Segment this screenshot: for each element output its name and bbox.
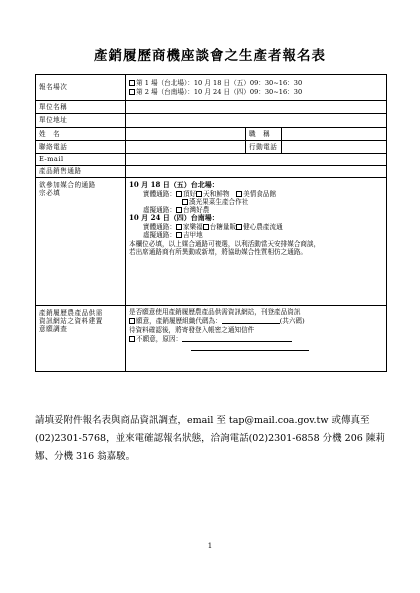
survey-no-label: 不願意，原因： [136, 335, 183, 343]
reason-input-2[interactable] [191, 344, 309, 351]
tp-v1-label: 台灣好農 [182, 206, 210, 215]
session-1-label: 第 1 場（台北場）：10 月 18 日（五）09：30~16：30 [136, 79, 303, 88]
tn-opt3-checkbox[interactable] [236, 224, 242, 230]
tainan-virtual-row [129, 231, 383, 239]
tn-v1-label: 吉甲地 [182, 231, 203, 240]
channel-options [126, 178, 387, 306]
mobile-label: 行動電話 [246, 141, 282, 154]
phone-field[interactable] [126, 141, 246, 154]
virtual-label: 虛擬通路： [143, 206, 176, 215]
tp-opt3-checkbox[interactable] [236, 191, 242, 197]
survey-yes-row [129, 317, 383, 326]
form-title: 產銷履歷商機座談會之生產者報名表 [94, 48, 326, 64]
org-code-input[interactable] [222, 317, 280, 324]
channel-note-2: 若出席通路商有所異動或新增，將協助媒合性質相仿之通路。 [129, 247, 308, 256]
mobile-field[interactable] [282, 141, 387, 154]
page-number: 1 [207, 542, 213, 550]
tp-opt3-label: 美情食品館 [243, 189, 277, 198]
survey-yes-checkbox[interactable] [129, 318, 135, 324]
tainan-header: 10 月 24 日（四）台南場： [129, 213, 219, 223]
taipei-physical-row [129, 190, 383, 198]
unit-address-field[interactable] [126, 114, 387, 128]
tp-opt1-checkbox[interactable] [176, 191, 182, 197]
unit-name-field[interactable] [126, 101, 387, 114]
channel-label-line-1: 欲參加媒合的通路 [39, 181, 96, 189]
survey-no-row [129, 335, 383, 344]
reason-input[interactable] [182, 335, 292, 342]
tn-opt3-label: 健心農產流通 [243, 223, 283, 232]
email-label: E-mail [36, 154, 126, 166]
tp-opt1-label: 頂好 [182, 189, 197, 198]
channel-note-1: 本欄位必填，以上媒合通路可複選，以利活動當天安排媒合商談， [129, 239, 321, 248]
survey-options [126, 306, 387, 372]
unit-address-label: 單位地址 [36, 114, 126, 128]
channel-label [36, 178, 126, 306]
survey-label-line-1: 產銷履歷農產品供需 [39, 309, 103, 317]
tn-opt1-label: 家樂福 [182, 223, 203, 232]
tn-opt2-label: 台糖量販 [209, 223, 237, 232]
physical-label-2: 實體通路： [143, 223, 176, 232]
tn-v1-checkbox[interactable] [176, 232, 182, 238]
session-2-label: 第 2 場（台南場）：10 月 24 日（四）09：30~16：30 [136, 87, 303, 96]
session-label: 報名場次 [36, 75, 126, 101]
survey-label-line-2: 資訊網站之資料建置 [39, 317, 103, 326]
sales-channel-label: 產品銷售通路 [36, 166, 126, 178]
org-code-note: (共六碼) [279, 317, 305, 325]
unit-name-label: 單位名稱 [36, 101, 126, 114]
survey-question: 是否願意使用產銷履歷農產品供需資訊網站，刊登產品資訊 [129, 308, 301, 316]
session-1-checkbox[interactable] [129, 80, 135, 86]
job-title-label: 職 稱 [246, 128, 282, 141]
tn-opt2-checkbox[interactable] [203, 224, 209, 230]
survey-yes-label: 願意，產銷履歷組織代碼為： [136, 317, 222, 325]
tp-opt4-checkbox[interactable] [182, 199, 188, 205]
survey-no-checkbox[interactable] [129, 336, 135, 342]
taipei-physical-row-2 [129, 198, 383, 206]
name-field[interactable] [126, 128, 246, 141]
reason-line-2 [129, 344, 383, 353]
physical-label: 實體通路： [143, 189, 176, 198]
email-field[interactable] [126, 154, 387, 166]
tn-opt1-checkbox[interactable] [176, 224, 182, 230]
channel-label-line-2: 宗必填 [39, 189, 61, 198]
job-title-field[interactable] [282, 128, 387, 141]
taipei-header: 10 月 18 日（五）台北場： [129, 180, 219, 189]
footer-instructions: 請填妥附件報名表與商品資訊調查，email 至 tap@mail.coa.gov.tw 或傳真至(02)2301-5768，並來電確認報名狀態，洽詢電話(02)2301-6858 分機 206 陳莉娜、分機 316 翁嘉駿。 [35, 415, 385, 462]
tp-opt2-label: 天和鮮物 [203, 189, 230, 198]
survey-yes-note: 待資料確認後，將寄發登入帳密之通知信件 [129, 326, 255, 334]
virtual-label-2: 虛擬通路： [143, 231, 176, 240]
phone-label: 聯絡電話 [36, 141, 126, 154]
name-label: 姓 名 [36, 128, 126, 141]
session-options [126, 75, 387, 101]
session-2-checkbox[interactable] [129, 89, 135, 95]
tp-opt2-checkbox[interactable] [196, 191, 202, 197]
tp-opt4-label: 漢光果菜生產合作社 [189, 197, 249, 206]
sales-channel-field[interactable] [126, 166, 387, 178]
survey-label-line-3: 意願調查 [39, 325, 68, 334]
survey-label [36, 306, 126, 372]
registration-form-table [35, 74, 387, 372]
tp-v1-checkbox[interactable] [176, 207, 182, 213]
